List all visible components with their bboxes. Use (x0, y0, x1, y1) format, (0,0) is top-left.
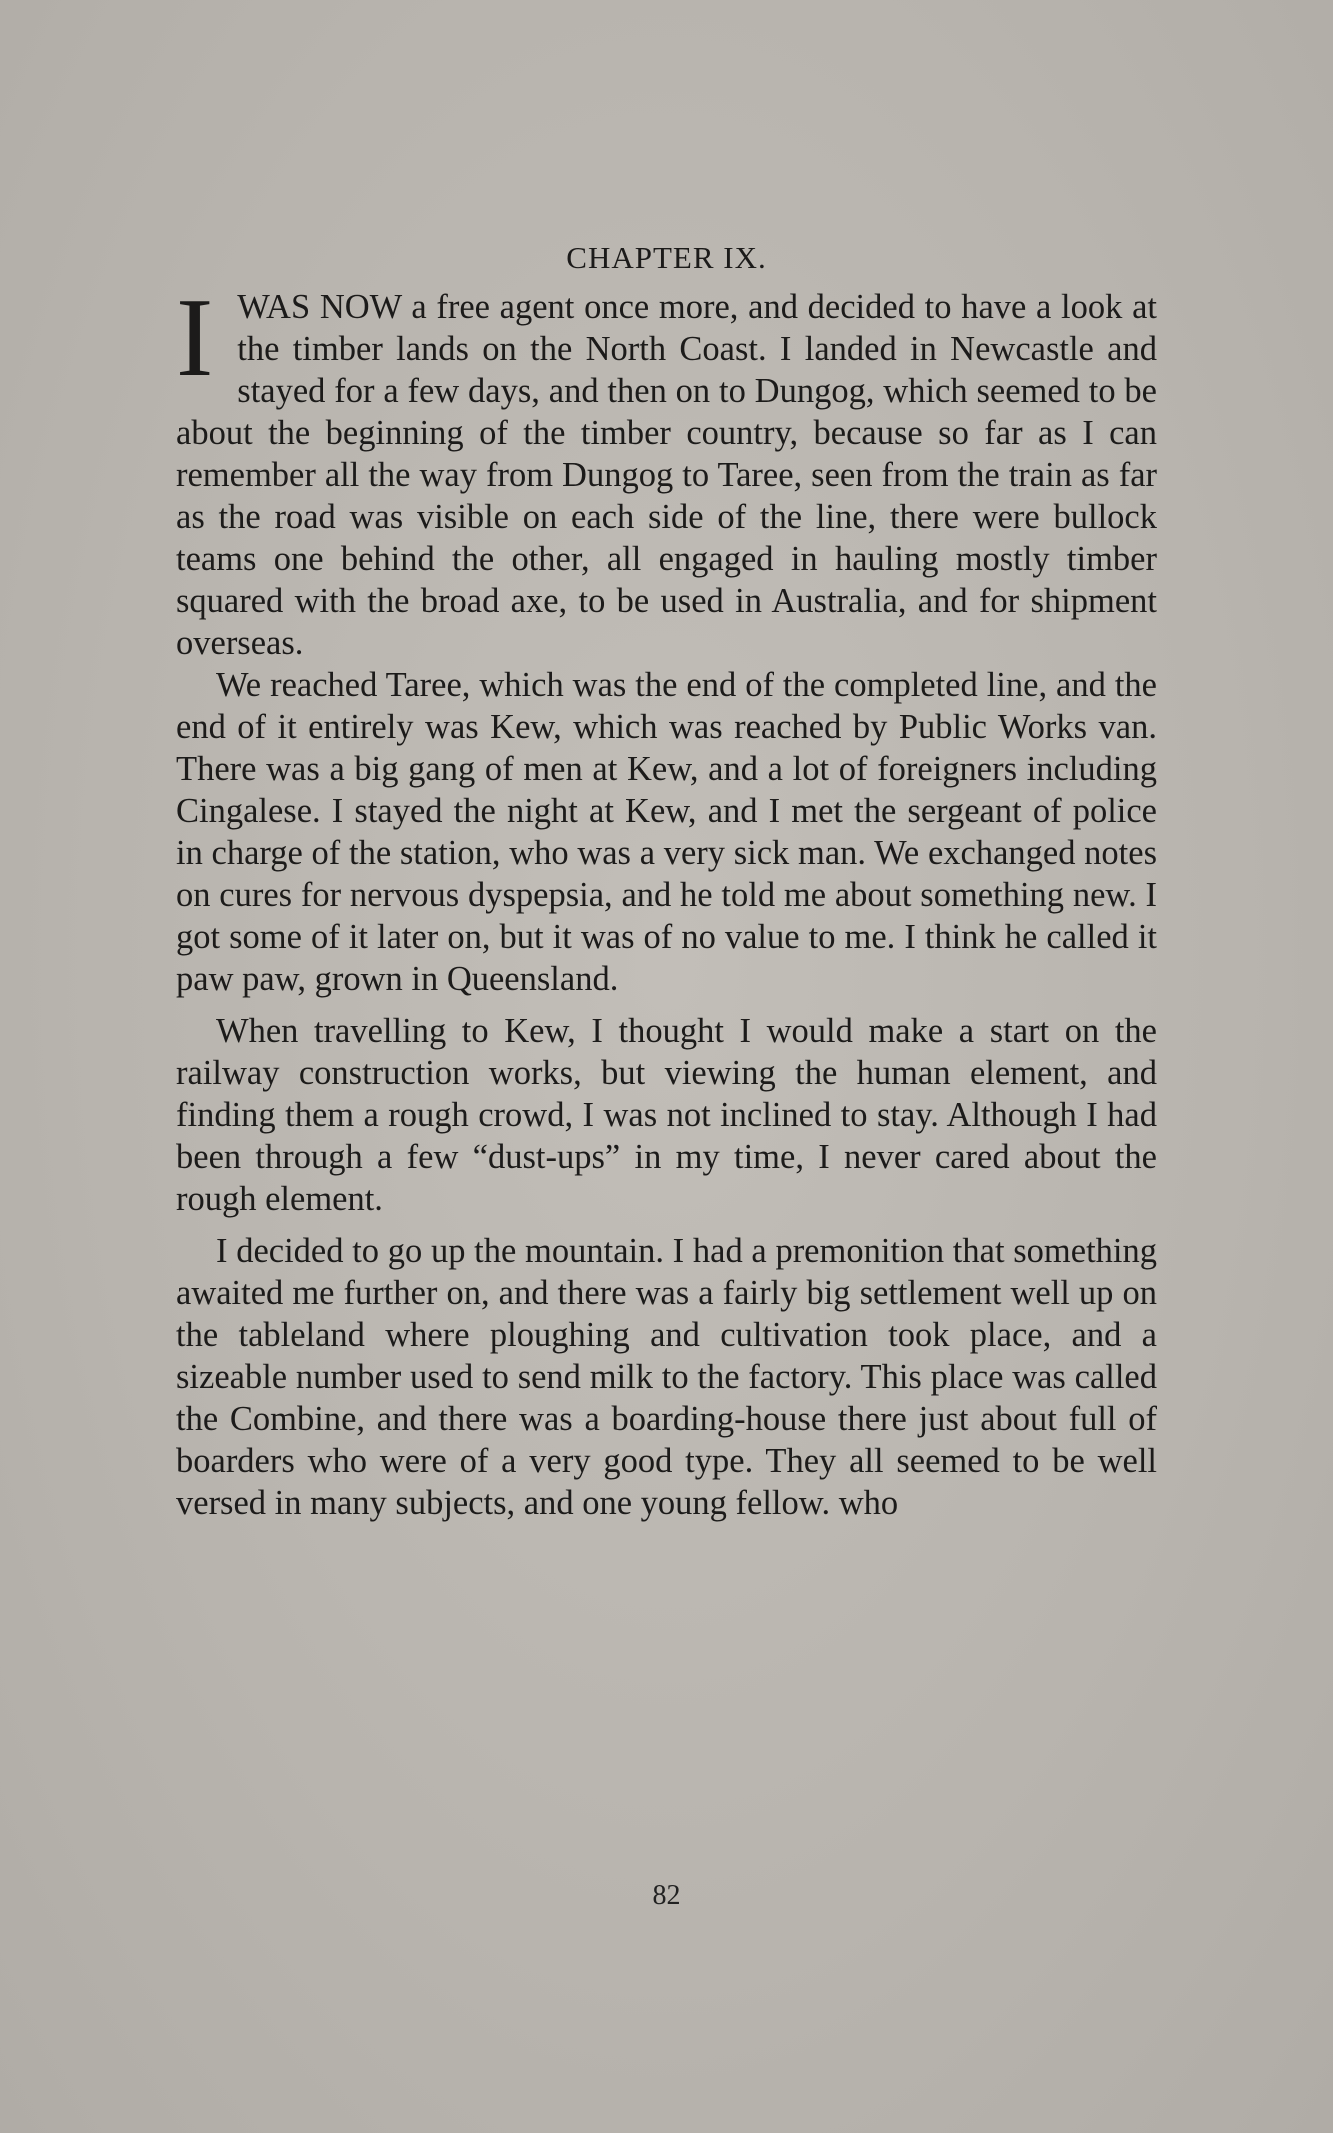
paragraph-3: When travelling to Kew, I thought I would make a start on the railway construction works, but viewing the human element, and finding them a rough crowd, I was not inclined to stay. Although I had been through a few “dust-ups” in my time, I never cared about the rough element. (176, 1012, 1157, 1218)
chapter-heading: CHAPTER IX. (566, 240, 767, 275)
book-page (176, 236, 1157, 1524)
paragraph-1 (176, 276, 1157, 664)
paragraph-1-text: WAS NOW a free agent once more, and decided to have a look at the timber lands on the North Coast. I landed in Newcastle and stayed for a few days, and then on to Dungog, which seemed to be about the beginning of the timber country, because so far as I can remember all the way from Dungog to Taree, seen from the train as far as the road was visible on each side of the line, there were bullock teams one behind the other, all engaged in hauling mostly timber squared with the broad axe, to be used in Australia, and for shipment overseas. (176, 288, 1157, 662)
drop-cap: I (176, 276, 214, 400)
paragraph-2: We reached Taree, which was the end of the completed line, and the end of it entirely was Kew, which was reached by Public Works van. There was a big gang of men at Kew, and a lot of foreigners including Cingalese. I stayed the night at Kew, and I met the sergeant of police in charge of the station, who was a very sick man. We exchanged notes on cures for nervous dyspepsia, and he told me about something new. I got some of it later on, but it was of no value to me. I think he called it paw paw, grown in Queensland. (176, 666, 1157, 998)
paragraph-4: I decided to go up the mountain. I had a premonition that something awaited me further on, and there was a fairly big settlement well up on the tableland where ploughing and cultivation took place, and a sizeable number used to send milk to the factory. This place was called the Combine, and there was a boarding-house there just about full of boarders who were of a very good type. They all seemed to be well versed in many subjects, and one young fellow. who (176, 1232, 1157, 1522)
page-number: 82 (652, 1880, 681, 1911)
